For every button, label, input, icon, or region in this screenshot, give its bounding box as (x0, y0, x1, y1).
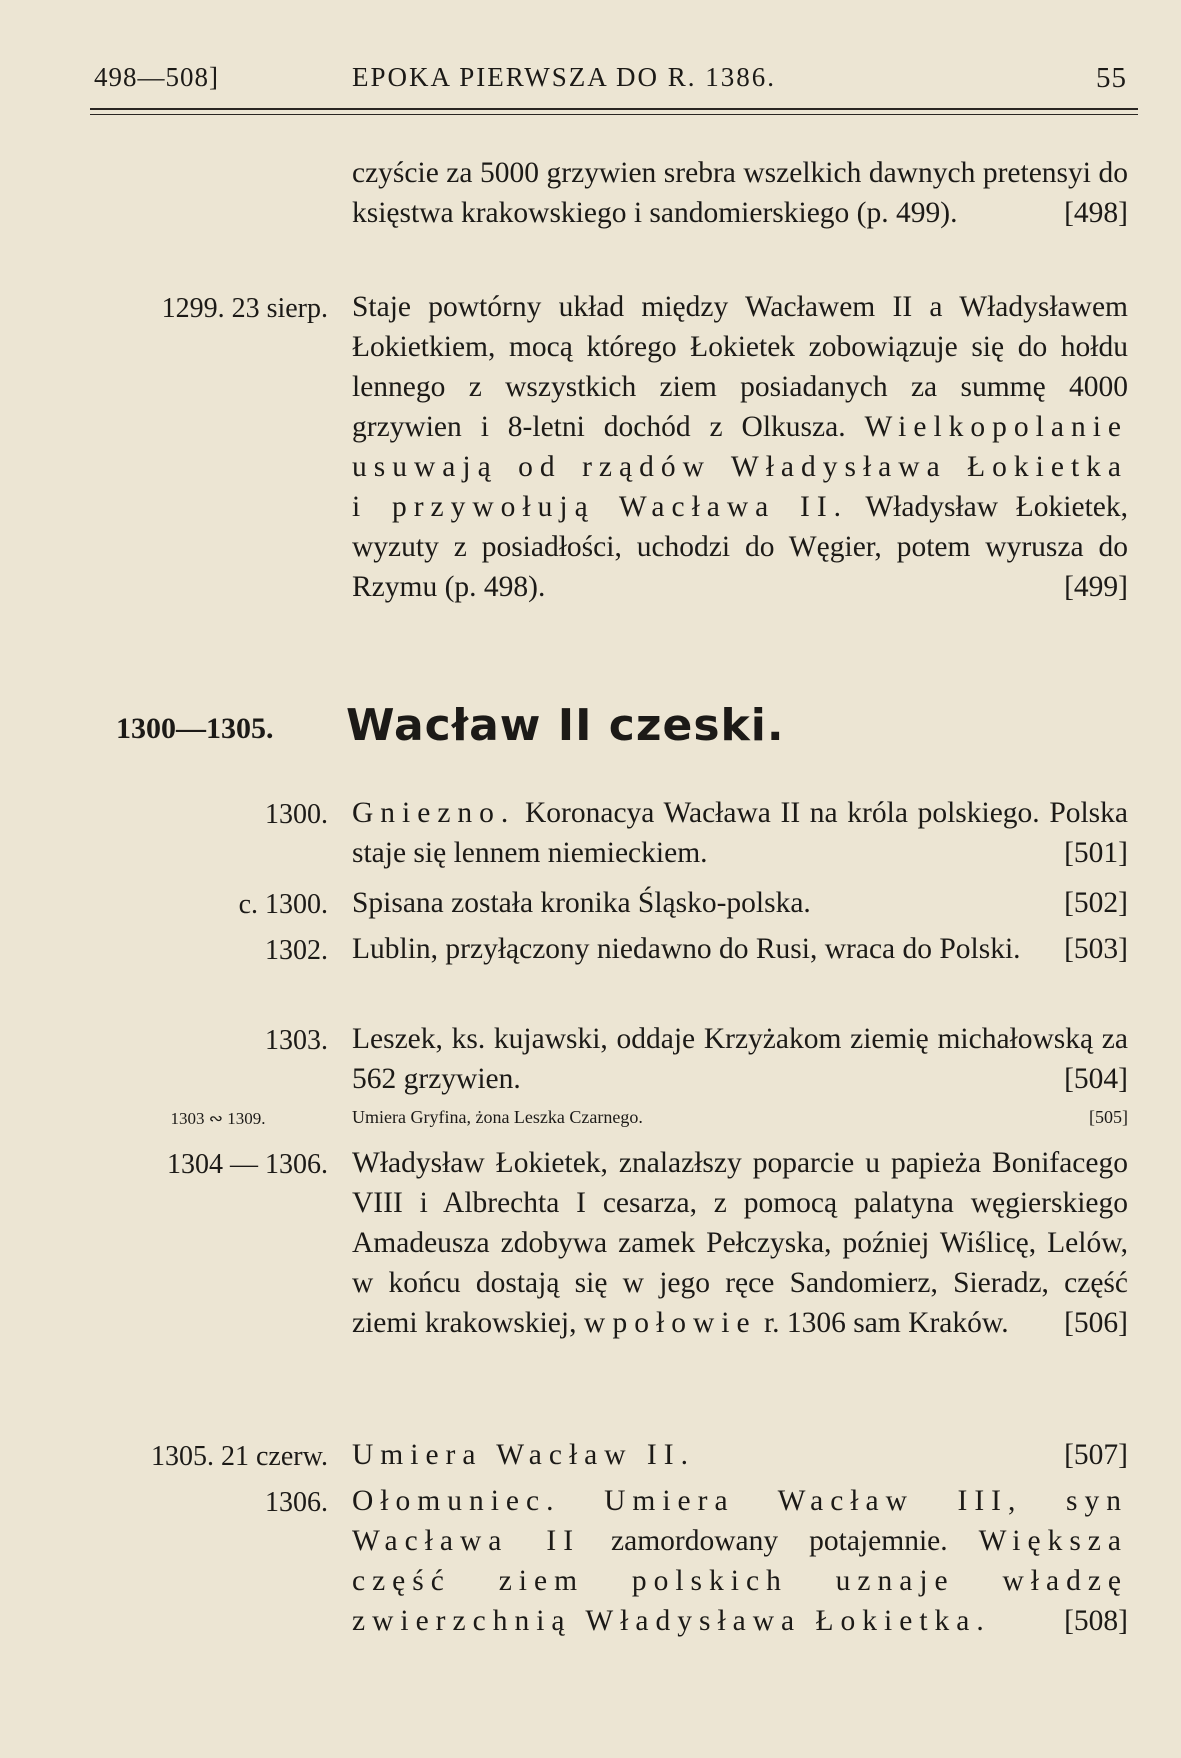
entry-502 (352, 883, 1128, 923)
entry-507 (352, 1435, 1128, 1475)
entry-text: zamordowany potajemnie. (611, 1525, 948, 1557)
entry-text: Leszek, ks. kujawski, oddaje Krzyżakom ziemię michałowską za 562 grzywien. (352, 1023, 1128, 1095)
entry-503 (352, 929, 1128, 969)
header-page-range: 498—508] (94, 62, 219, 92)
entry-text: Lublin, przyłączony niedawno do Rusi, wraca do Polski. (352, 933, 1021, 965)
entry-text-spaced: Wielkopolanie usuwają od rządów Władysława Łokietka i przywołują Wacława II. (352, 411, 1128, 523)
entry-text-spaced: Większa część ziem polskich uznaje władzę zwierzchnią Władysława Łokietka. (352, 1525, 1128, 1637)
entry-ref: [506] (1064, 1307, 1128, 1339)
entry-text: Władysław Łokietek, wyzuty z posiadłości, uchodzi do Węgier, potem wyrusza do Rzymu (p. 498). (352, 491, 1129, 603)
entry-505 (352, 1102, 1128, 1132)
entry-date: 1306. (265, 1487, 328, 1518)
entry-506 (352, 1143, 1128, 1343)
entry-date: 1302. (265, 935, 328, 966)
entry-text: czyście za 5000 grzywien srebra wszelkich dawnych pretensyi do księstwa krakowskiego i sandomierskiego (p. 499). (352, 157, 1128, 229)
entry-text-spaced: Gniezno. (352, 797, 516, 829)
entry-ref: [501] (1064, 837, 1128, 869)
entry-date: 1305. 21 czerw. (150, 1441, 328, 1472)
entry-text-spaced: Ołomuniec. Umiera Wacław III, syn Wacława II (352, 1485, 1128, 1557)
entry-ref: [499] (1064, 571, 1128, 603)
entry-date: c. 1300. (238, 889, 328, 920)
entry-ref: [505] (1089, 1107, 1128, 1127)
entry-508 (352, 1481, 1128, 1641)
section-date: 1300—1305. (116, 712, 274, 745)
entry-date: 1303 ∾ 1309. (170, 1109, 266, 1128)
entry-text: r. 1306 sam Kraków. (763, 1307, 1009, 1339)
header-running-title: EPOKA PIERWSZA DO R. 1386. (352, 62, 777, 92)
entry-text-spaced: Umiera Wacław II. (352, 1439, 695, 1471)
header-rule-thick (90, 108, 1138, 110)
entry-504 (352, 1019, 1128, 1099)
entry-date: 1304 — 1306. (167, 1149, 328, 1180)
entry-text: Umiera Gryfina, żona Leszka Czarnego. (352, 1107, 643, 1127)
entry-498 (352, 153, 1128, 233)
entry-text: Spisana została kronika Śląsko-polska. (352, 887, 811, 919)
entry-ref: [508] (1064, 1605, 1128, 1637)
entry-ref: [498] (1064, 197, 1128, 229)
entry-date: 1299. 23 sierp. (161, 293, 328, 324)
header-page-number: 55 (1096, 62, 1127, 94)
header-rule-thin (90, 114, 1138, 115)
entry-499 (352, 287, 1128, 607)
entry-date: 1300. (265, 799, 328, 830)
entry-ref: [503] (1064, 933, 1128, 965)
entry-ref: [504] (1064, 1063, 1128, 1095)
entry-text: Staje powtórny układ między Wacławem II a Władysławem Łokietkiem, mocą którego Łokietek zobowiązuje się do hołdu lennego z wszystkich ziem posiadanych za summę 4000 grzywien i 8-letni dochód z Olkusza. (352, 291, 1128, 443)
entry-text: Władysław Łokietek, znalazłszy poparcie u papieża Bonifacego VIII i Albrechta I cesarza, z pomocą palatyna węgierskiego Amadeusza zdobywa zamek Pełczyska, poźniej Wiślicę, Lelów, w końcu dostają się w jego ręce Sandomierz, Sieradz, część ziemi krakowskiej, w (352, 1147, 1128, 1339)
entry-date: 1303. (265, 1025, 328, 1056)
section-title: Wacław II czeski. (346, 700, 785, 751)
entry-ref: [502] (1064, 887, 1128, 919)
entry-text-spaced: połowie (612, 1307, 757, 1339)
entry-text: Koronacya Wacława II na króla polskiego. Polska staje się lennem niemieckiem. (352, 797, 1128, 869)
entry-501 (352, 793, 1128, 873)
entry-ref: [507] (1064, 1439, 1128, 1471)
